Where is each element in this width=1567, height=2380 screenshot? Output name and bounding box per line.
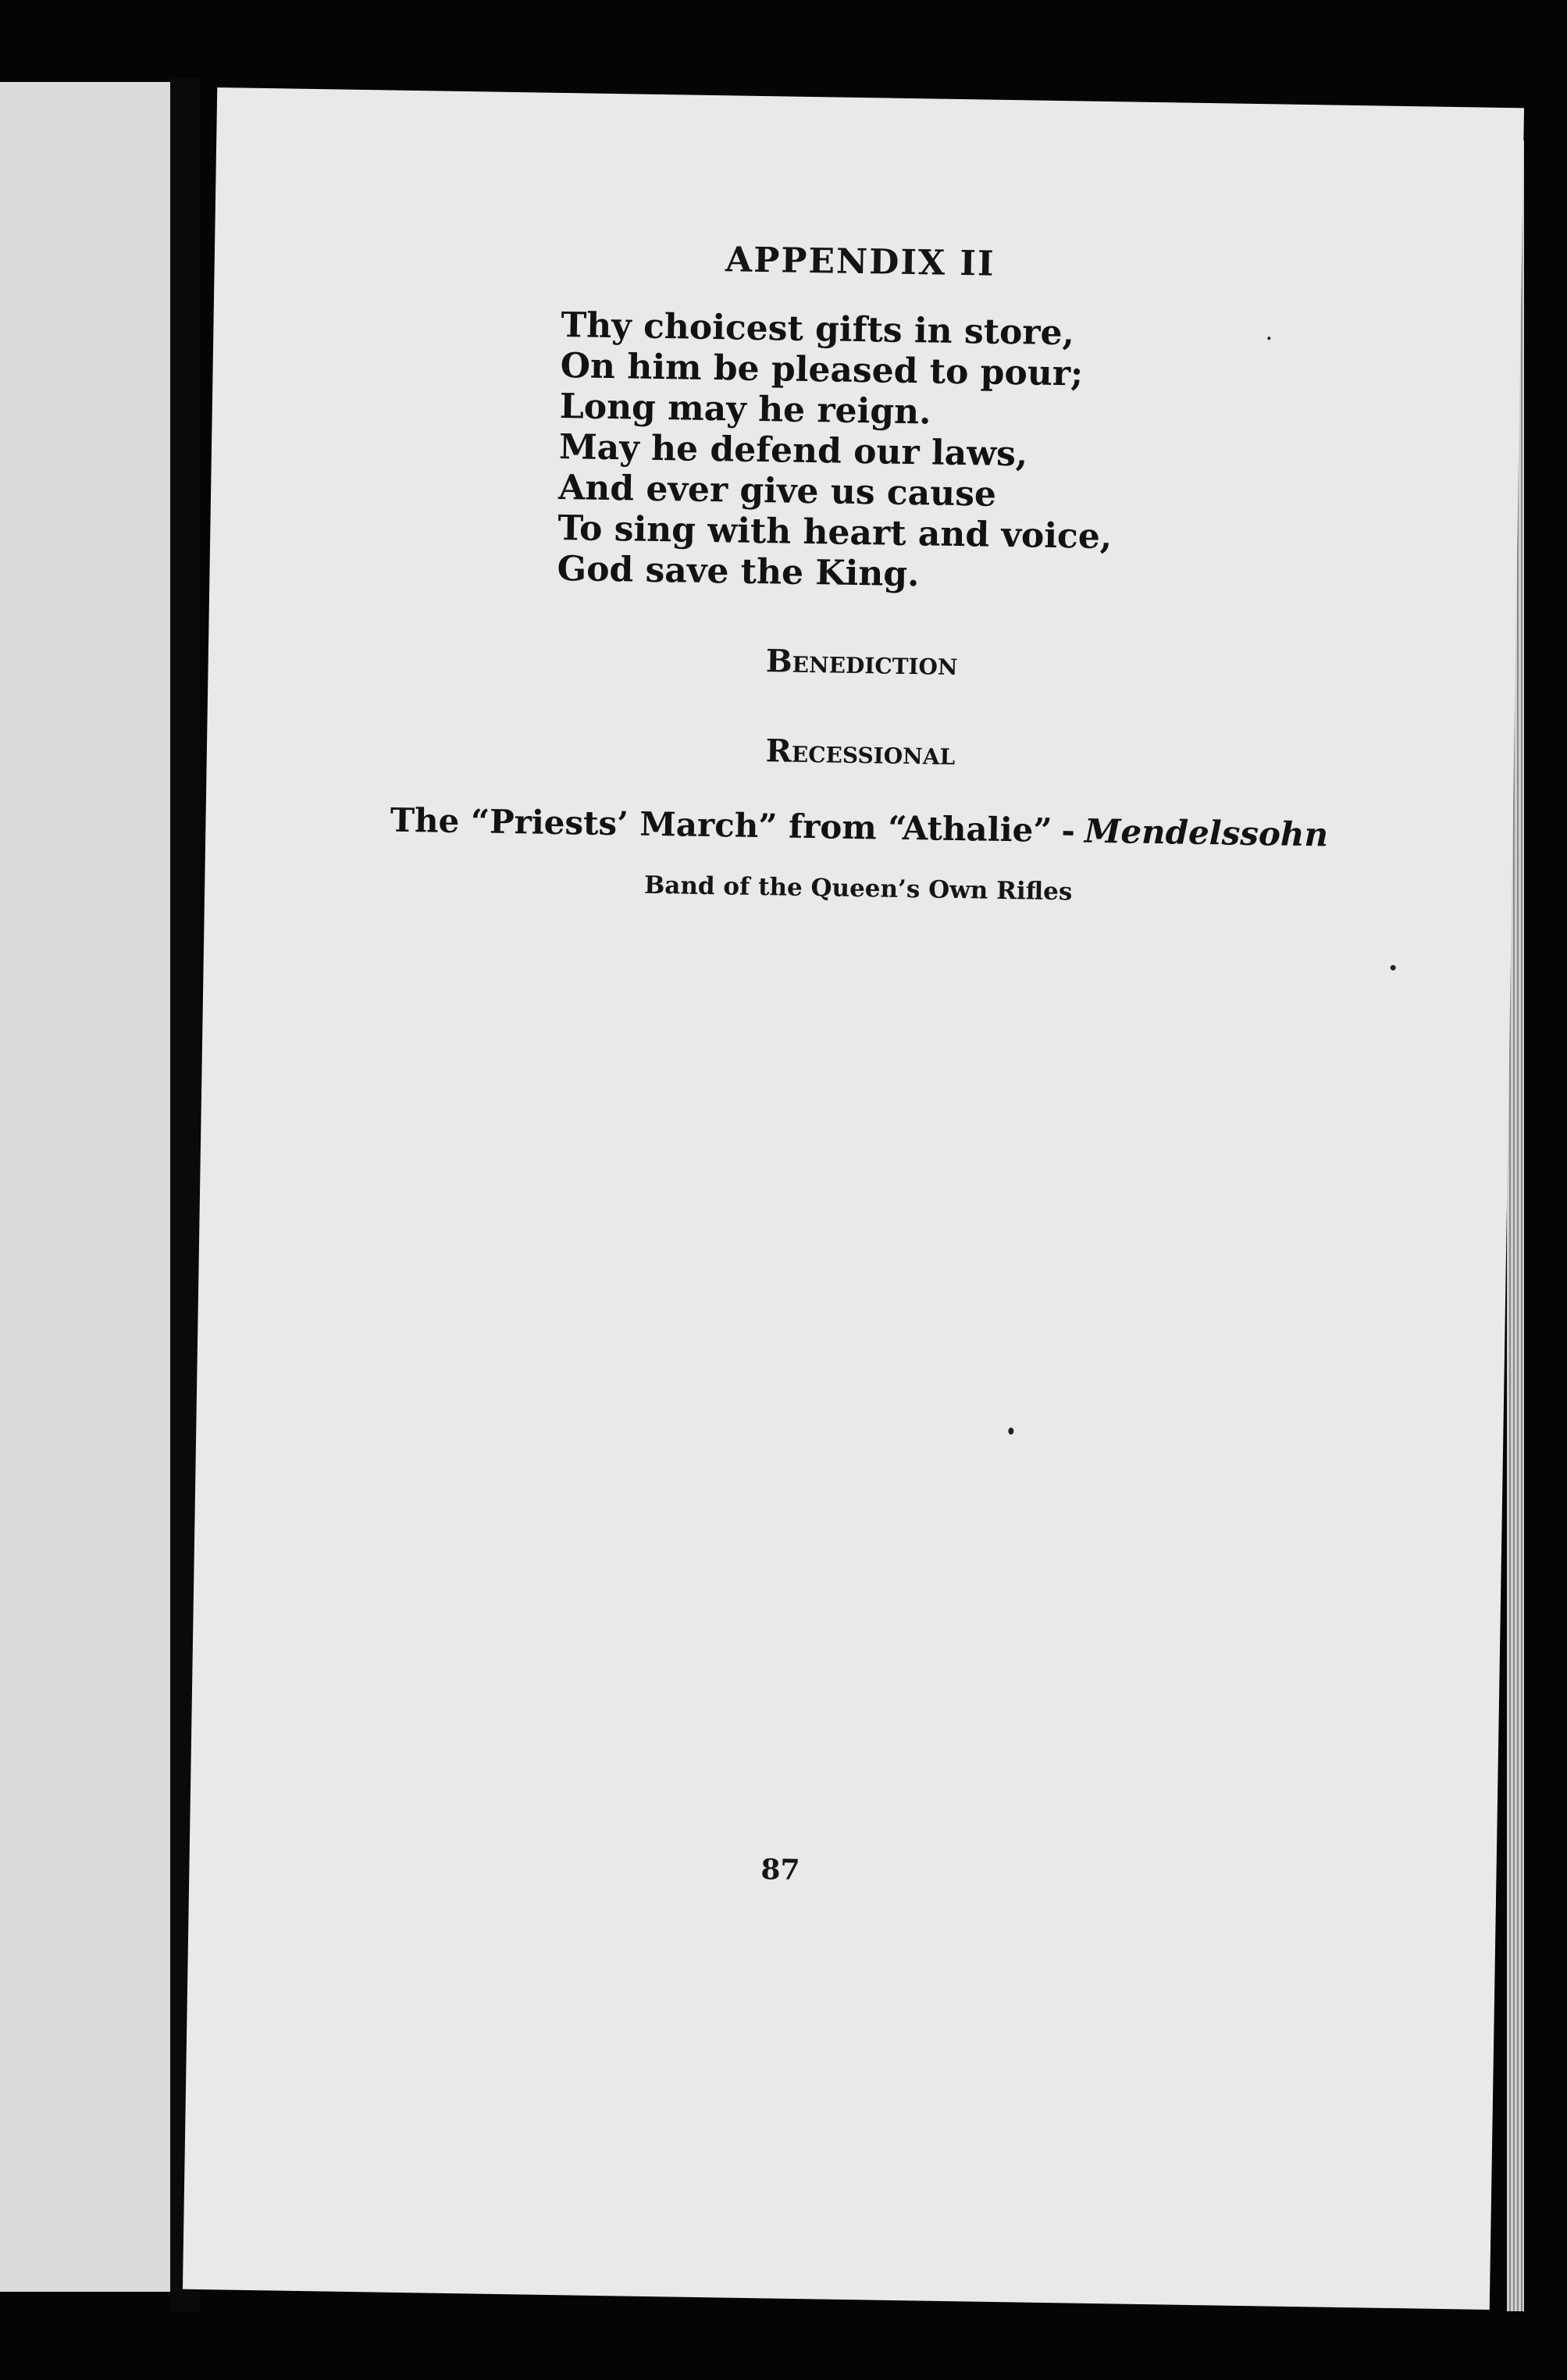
verse-line: Thy choicest gifts in store,	[561, 305, 1075, 354]
recessional-piece	[205, 798, 1513, 857]
piece-title: The “Priests’ March” from “Athalie”	[390, 800, 1052, 850]
paper-speck	[1008, 1427, 1013, 1434]
page-content	[183, 87, 1524, 2310]
verse-line: And ever give us cause	[557, 467, 997, 515]
benediction-heading: Benediction	[765, 643, 958, 683]
appendix-heading: APPENDIX II	[725, 240, 995, 284]
verse-line: Long may he reign.	[559, 386, 931, 433]
anthem-verse	[557, 305, 1115, 598]
paper-speck	[1267, 337, 1270, 340]
verse-line: On him be pleased to pour;	[560, 345, 1084, 394]
piece-separator: -	[1061, 811, 1076, 850]
page-number: 87	[760, 1853, 800, 1887]
recessional-heading: Recessional	[765, 732, 956, 772]
verse-line: To sing with heart and voice,	[557, 508, 1113, 558]
paper-speck	[1391, 965, 1396, 971]
facing-page	[0, 82, 170, 2292]
performer-credit: Band of the Queen’s Own Rifles	[643, 871, 1073, 907]
verse-line: God save the King.	[557, 548, 920, 595]
verse-line: May he defend our laws,	[558, 426, 1028, 475]
piece-composer: Mendelssohn	[1084, 811, 1329, 854]
book-page	[183, 87, 1524, 2310]
